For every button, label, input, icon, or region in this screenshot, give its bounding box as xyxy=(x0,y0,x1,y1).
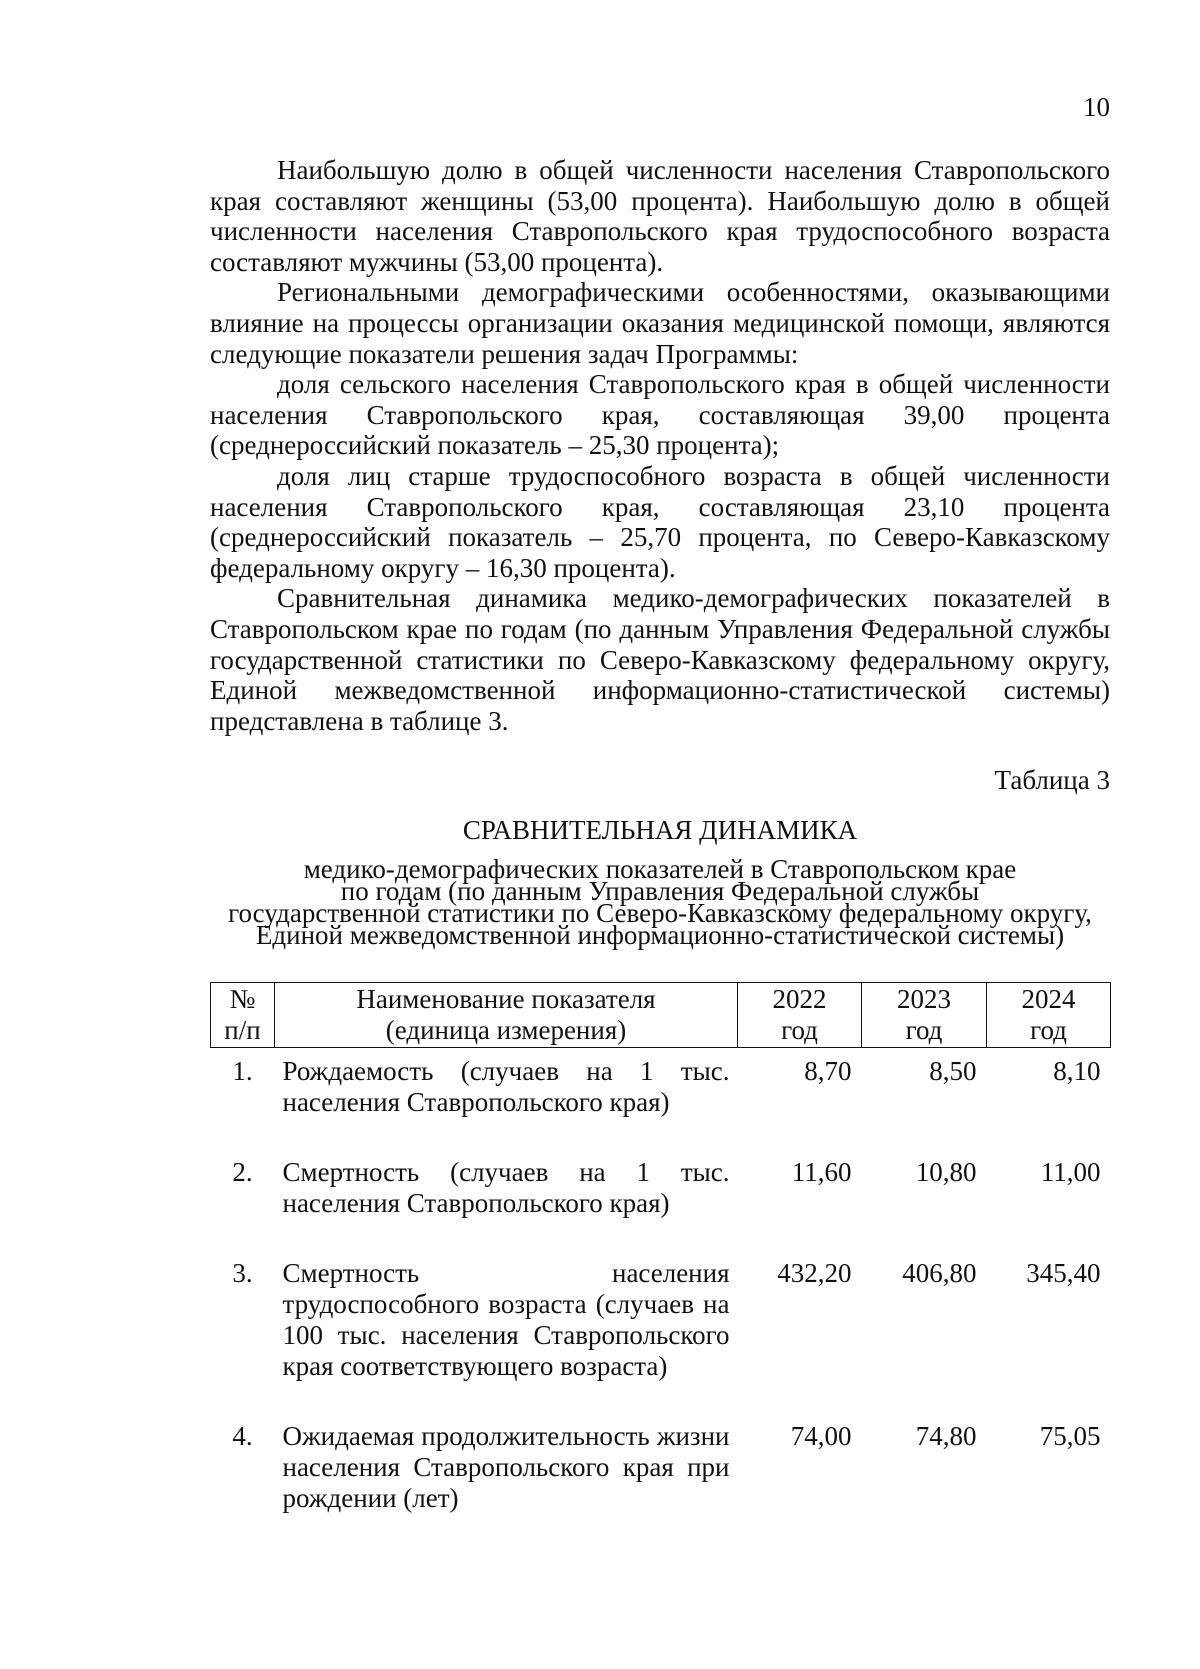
row-number: 2. xyxy=(232,1157,253,1187)
value-2023: 74,80 xyxy=(915,1421,977,1451)
value-2024: 75,05 xyxy=(1039,1421,1101,1451)
table-row xyxy=(211,1048,1111,1150)
header-name: Наименование показателя (единица измерения) xyxy=(275,983,738,1048)
table-label: Таблица 3 xyxy=(994,765,1110,795)
value-2022: 74,00 xyxy=(790,1421,852,1451)
indicator-name: Ожидаемая продолжительность жизни населения Ставропольского края при рождении (лет) xyxy=(282,1421,730,1513)
paragraph-3: доля сельского населения Ставропольского края в общей численности населения Ставропольского края, составляющая 39,00 процента (среднероссийский показатель – 25,30 процента); xyxy=(210,369,1110,461)
table-subtitle xyxy=(210,854,1110,950)
table-subtitle-line: Единой межведомственной информационно-статистической системы) xyxy=(255,920,1065,950)
table-row xyxy=(211,1250,1111,1413)
table-subtitle-line: государственной статистики по Северо-Кавказскому федеральному округу, xyxy=(228,898,1092,928)
paragraph-4: доля лиц старше трудоспособного возраста в общей численности населения Ставропольского края, составляющая 23,10 процента (среднероссийский показатель – 25,70 процента, по Северо-Кавказскому федеральному округу – 16,30 процента). xyxy=(210,460,1110,583)
value-2023: 8,50 xyxy=(929,1056,977,1086)
value-2024: 8,10 xyxy=(1053,1056,1101,1086)
indicator-name: Рождаемость (случаев на 1 тыс. населения Ставропольского края) xyxy=(282,1056,730,1117)
value-2023: 406,80 xyxy=(902,1258,977,1288)
table-subtitle-line: медико-демографических показателей в Ставропольском крае xyxy=(303,854,1017,884)
paragraph-1: Наибольшую долю в общей численности населения Ставропольского края составляют женщины (53,00 процента). Наибольшую долю в общей численности населения Ставропольского края трудоспособного возраста составляют мужчины (53,00 процента). xyxy=(210,155,1110,277)
body-text xyxy=(210,155,1110,736)
header-2022: 2022 год xyxy=(738,983,862,1048)
table-row xyxy=(211,1413,1111,1521)
value-2022: 11,60 xyxy=(791,1157,852,1187)
header-num: № п/п xyxy=(211,983,275,1048)
row-number: 3. xyxy=(232,1258,253,1288)
paragraph-5: Сравнительная динамика медико-демографических показателей в Ставропольском крае по годам (по данным Управления Федеральной службы государственной статистики по Северо-Кавказскому федеральному округу, Единой межведомственной информационно-статистической системы) представлена в таблице 3. xyxy=(210,583,1110,736)
row-number: 4. xyxy=(232,1421,253,1451)
value-2022: 8,70 xyxy=(804,1056,852,1086)
page-number: 10 xyxy=(1083,92,1110,122)
table-subtitle-line: по годам (по данным Управления Федеральной службы xyxy=(340,876,980,906)
table-title: СРАВНИТЕЛЬНАЯ ДИНАМИКА xyxy=(462,815,858,845)
paragraph-2: Региональными демографическими особенностями, оказывающими влияние на процессы организации оказания медицинской помощи, являются следующие показатели решения задач Программы: xyxy=(210,277,1110,369)
header-2024: 2024 год xyxy=(987,983,1111,1048)
value-2023: 10,80 xyxy=(915,1157,977,1187)
value-2024: 11,00 xyxy=(1040,1157,1101,1187)
indicator-name: Смертность (случаев на 1 тыс. населения Ставропольского края) xyxy=(282,1157,730,1218)
table-header-row xyxy=(211,983,1111,1048)
indicator-name: Смертность населения трудоспособного возраста (случаев на 100 тыс. населения Ставропольского края соответствующего возраста) xyxy=(282,1258,730,1381)
value-2022: 432,20 xyxy=(777,1258,852,1288)
table-row xyxy=(211,1149,1111,1250)
value-2024: 345,40 xyxy=(1026,1258,1101,1288)
header-2023: 2023 год xyxy=(862,983,987,1048)
row-number: 1. xyxy=(232,1056,253,1086)
indicators-table xyxy=(210,982,1111,1521)
